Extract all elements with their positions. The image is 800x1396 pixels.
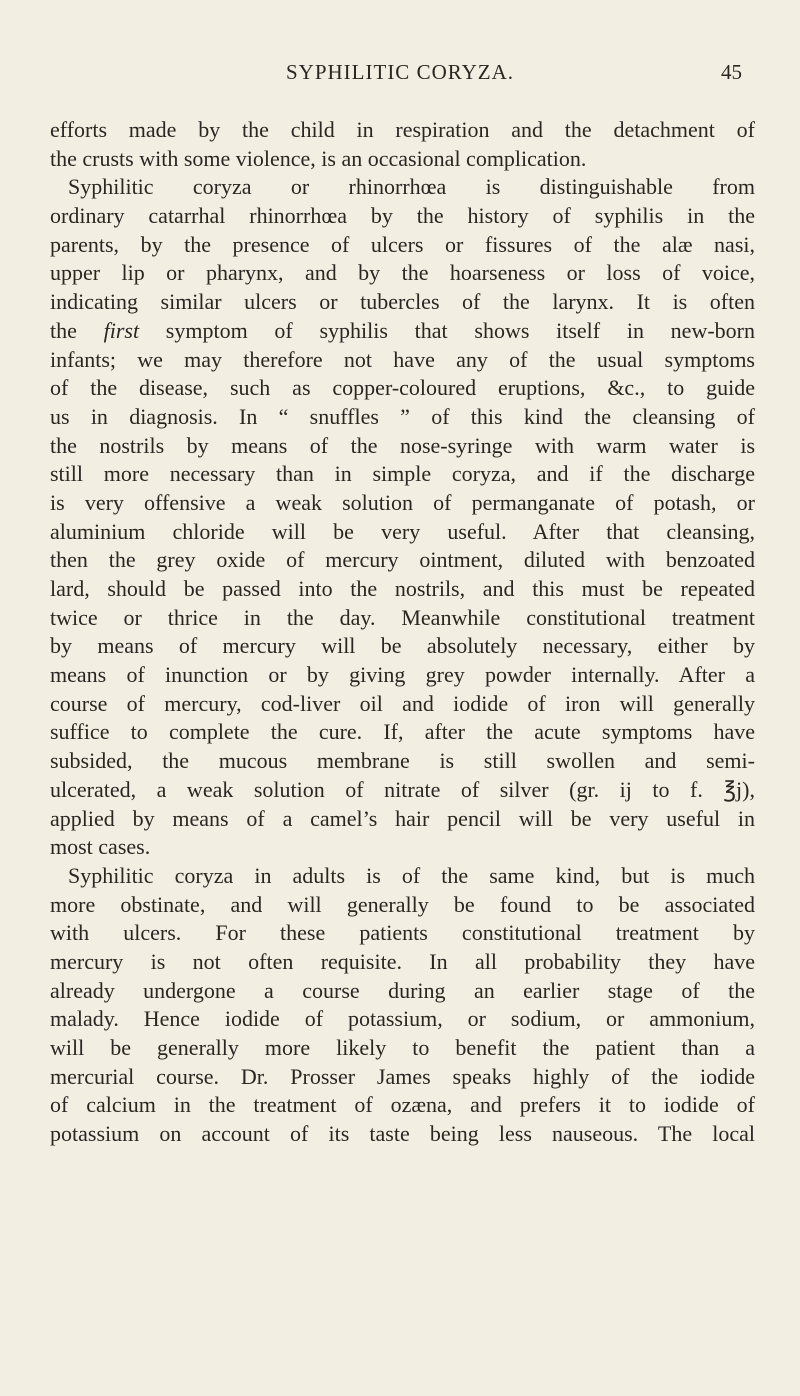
text-line: the crusts with some violence, is an occasional complication.: [50, 145, 587, 171]
text-line: Syphilitic coryza or rhinorrhœa is distinguishable from: [68, 174, 755, 200]
text-line: of calcium in the treatment of ozæna, and prefers it to iodide of: [50, 1092, 755, 1118]
text-line: twice or thrice in the day. Meanwhile constitutional treatment: [50, 604, 755, 630]
running-title: SYPHILITIC CORYZA.: [285, 60, 514, 84]
text-line: applied by means of a camel’s hair pencil will be very useful in: [50, 805, 755, 831]
text-line: ulcerated, a weak solution of nitrate of silver (gr. ij to f. ℥j),: [50, 776, 755, 802]
text-line: the first symptom of syphilis that shows itself in new-born: [50, 317, 755, 343]
text-line: most cases.: [50, 834, 151, 860]
page-header: [0, 60, 800, 94]
text-line: indicating similar ulcers or tubercles of the larynx. It is often: [50, 289, 755, 315]
text-line: means of inunction or by giving grey powder internally. After a: [50, 662, 755, 688]
text-line: course of mercury, cod-liver oil and iodide of iron will generally: [50, 690, 755, 716]
text-line: mercury is not often requisite. In all probability they have: [50, 948, 755, 974]
text-line: is very offensive a weak solution of permanganate of potash, or: [50, 489, 755, 515]
text-line: the nostrils by means of the nose-syringe with warm water is: [50, 432, 755, 458]
text-line: potassium on account of its taste being less nauseous. The local: [50, 1121, 755, 1147]
text-line: Syphilitic coryza in adults is of the same kind, but is much: [68, 862, 755, 888]
text-line: will be generally more likely to benefit the patient than a: [50, 1035, 755, 1060]
text-line: subsided, the mucous membrane is still swollen and semi-: [50, 748, 755, 774]
text-line: aluminium chloride will be very useful. After that cleansing,: [50, 518, 755, 544]
text-line: efforts made by the child in respiration and the detachment of: [50, 117, 755, 142]
text-line: ordinary catarrhal rhinorrhœa by the history of syphilis in the: [50, 203, 755, 229]
italic-word: first: [103, 317, 140, 343]
text-line: still more necessary than in simple coryza, and if the discharge: [50, 461, 755, 487]
text-line: of the disease, such as copper-coloured eruptions, &c., to guide: [50, 375, 755, 401]
text-line: with ulcers. For these patients constitutional treatment by: [50, 920, 755, 946]
text-line: by means of mercury will be absolutely necessary, either by: [50, 633, 755, 659]
text-line: more obstinate, and will generally be found to be associated: [50, 891, 755, 917]
text-line: suffice to complete the cure. If, after the acute symptoms have: [50, 719, 755, 745]
text-line: parents, by the presence of ulcers or fissures of the alæ nasi,: [50, 231, 755, 257]
text-line: us in diagnosis. In “ snuffles ” of this kind the cleansing of: [50, 403, 755, 429]
text-line: already undergone a course during an earlier stage of the: [50, 977, 755, 1003]
page-number: 45: [721, 60, 742, 84]
text-line: mercurial course. Dr. Prosser James speaks highly of the iodide: [50, 1063, 755, 1089]
body-text: [50, 116, 755, 1149]
text-line: then the grey oxide of mercury ointment, diluted with benzoated: [50, 547, 755, 573]
text-line: infants; we may therefore not have any of the usual symptoms: [50, 346, 755, 372]
text-line: upper lip or pharynx, and by the hoarseness or loss of voice,: [50, 260, 755, 286]
text-line: malady. Hence iodide of potassium, or sodium, or ammonium,: [50, 1006, 755, 1032]
text-line: lard, should be passed into the nostrils, and this must be repeated: [50, 576, 755, 601]
